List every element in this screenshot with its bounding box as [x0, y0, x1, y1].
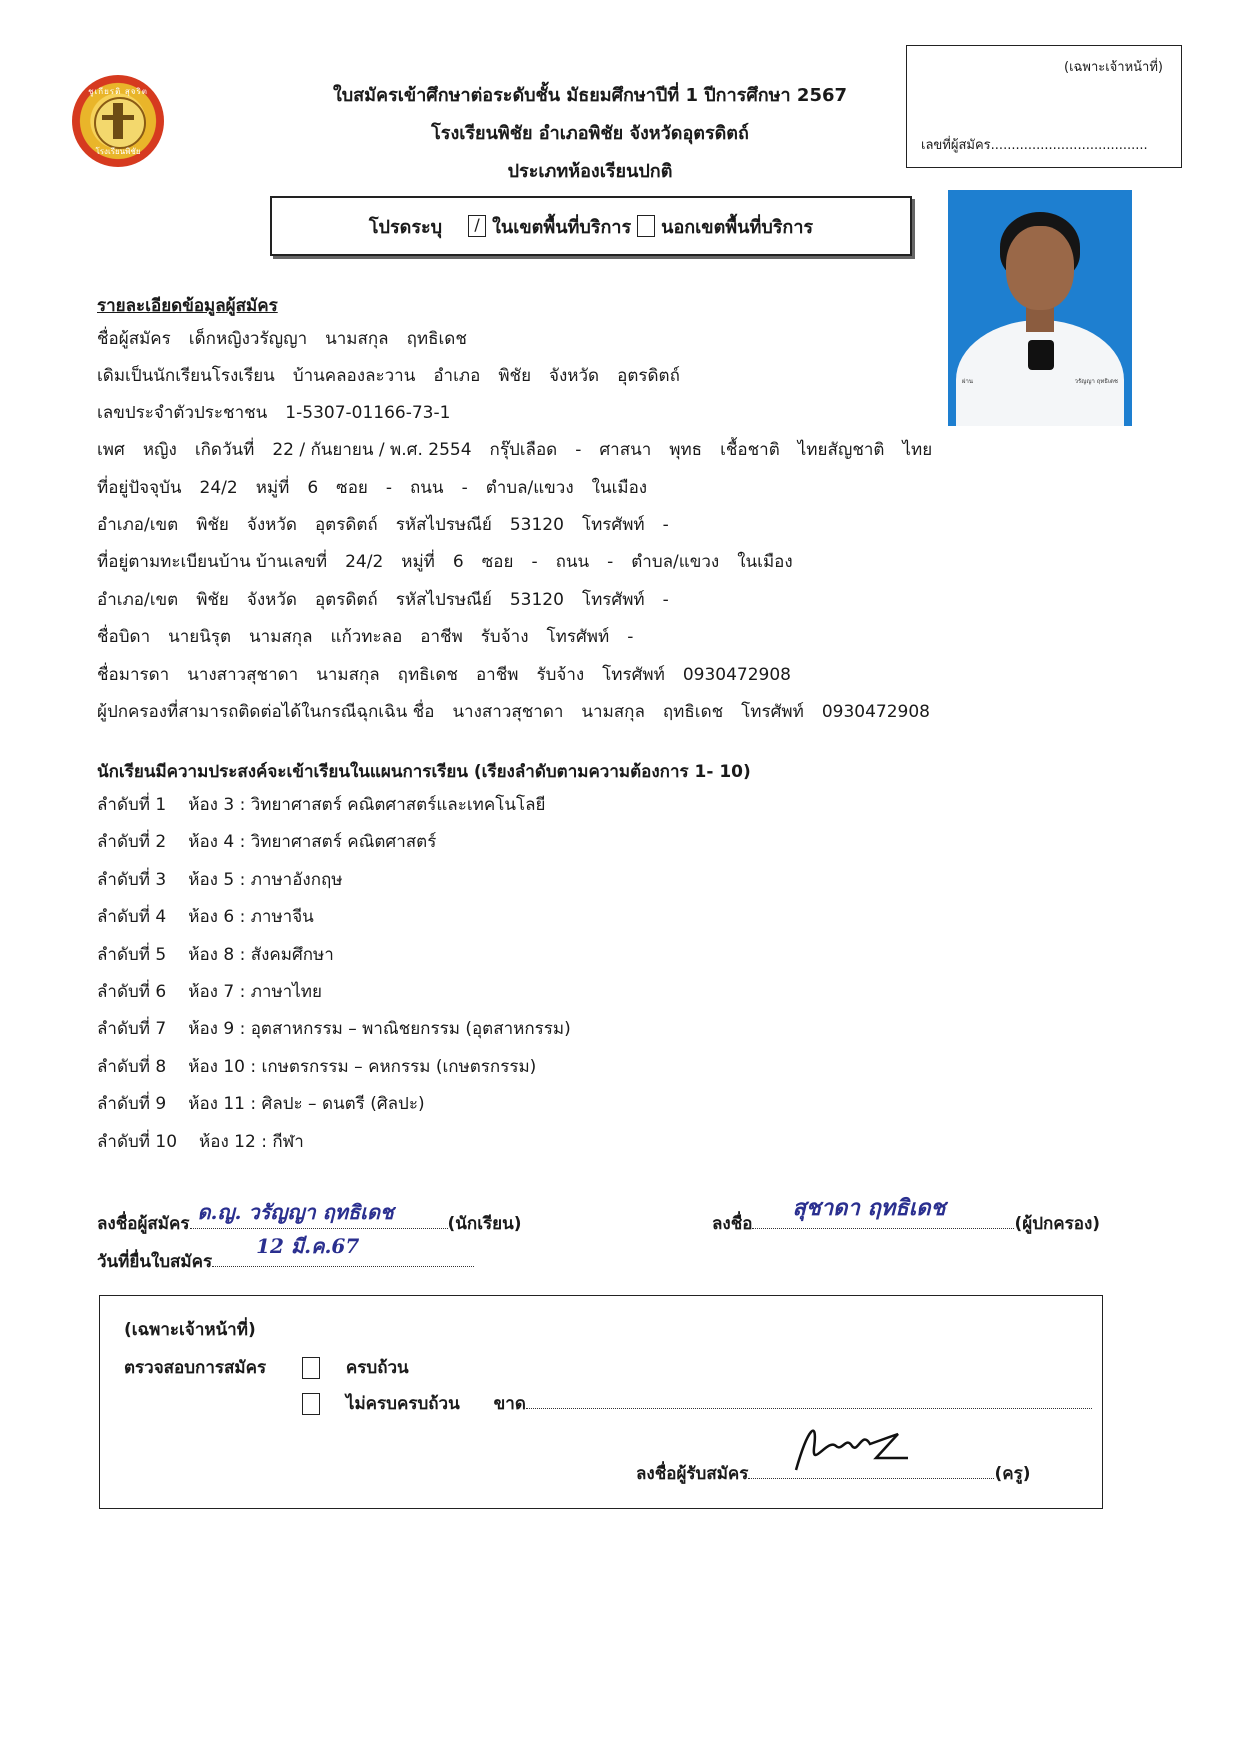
detail-field-label: อาชีพ	[420, 627, 463, 647]
detail-field-label: ที่อยู่ปัจจุบัน	[97, 478, 182, 498]
detail-line	[97, 626, 651, 648]
detail-field-value: 53120	[509, 515, 564, 535]
guardian-signature-row	[712, 1195, 1101, 1237]
detail-line	[97, 365, 698, 387]
date-line[interactable]	[212, 1234, 474, 1267]
detail-field-label: นามสกุล	[316, 665, 380, 685]
detail-field-label: โทรศัพท์	[602, 665, 665, 685]
detail-field-label: ผู้ปกครองที่สามารถติดต่อได้ในกรณีฉุกเฉิน ชื่อ	[97, 702, 435, 722]
detail-field-value: ฤทธิเดช	[662, 702, 724, 722]
receiver-label: ลงชื่อผู้รับสมัคร	[636, 1464, 749, 1484]
receiver-signature-line[interactable]	[748, 1456, 994, 1479]
detail-field-value: ในเมือง	[737, 552, 793, 572]
detail-field-label: นามสกุล	[249, 627, 313, 647]
detail-field-label: เดิมเป็นนักเรียนโรงเรียน	[97, 366, 275, 386]
guardian-sign-label: ลงชื่อ	[712, 1214, 753, 1234]
detail-field-value: -	[627, 627, 634, 647]
detail-field-value: นายนิรุต	[168, 627, 232, 647]
detail-line	[97, 402, 468, 424]
applicant-signature-line[interactable]	[190, 1200, 448, 1229]
detail-field-label: ชื่อบิดา	[97, 627, 151, 647]
receiver-row	[636, 1456, 1030, 1487]
detail-line	[97, 477, 665, 499]
plan-item	[97, 906, 332, 928]
detail-field-value: ฤทธิเดช	[406, 329, 467, 349]
detail-field-value: 0930472908	[682, 665, 792, 685]
detail-line	[97, 439, 950, 461]
detail-field-value: นางสาวสุชาดา	[452, 702, 564, 722]
detail-field-label: ไทย	[902, 440, 933, 460]
incomplete-label: ไม่ครบครบถ้วน	[345, 1394, 460, 1414]
applicant-sign-label: ลงชื่อผู้สมัคร	[97, 1214, 190, 1234]
plan-room: ห้อง 5 : ภาษาอังกฤษ	[188, 869, 343, 890]
guardian-signature: สุชาดา ฤทธิเดช	[792, 1195, 946, 1221]
detail-field-label: ถนน	[410, 478, 444, 498]
detail-field-label: จังหวัด	[246, 590, 297, 610]
detail-line	[97, 551, 811, 573]
detail-field-label: นามสกุล	[581, 702, 645, 722]
detail-field-label: โทรศัพท์	[741, 702, 804, 722]
plan-room: ห้อง 11 : ศิลปะ – ดนตรี (ศิลปะ)	[188, 1094, 425, 1115]
staff-only-box	[906, 45, 1182, 168]
details-heading: รายละเอียดข้อมูลผู้สมัคร	[97, 296, 278, 316]
form-title: ใบสมัครเข้าศึกษาต่อระดับชั้น มัธยมศึกษาปีที่ 1 ปีการศึกษา 2567	[332, 85, 848, 106]
detail-field-value: รับจ้าง	[480, 627, 529, 647]
detail-field-value: 53120	[509, 590, 564, 610]
detail-field-label: อำเภอ/เขต	[97, 590, 179, 610]
emblem-bar	[102, 115, 134, 120]
detail-field-label: เลขประจำตัวประชาชน	[97, 403, 268, 423]
plan-room: ห้อง 12 : กีฬา	[199, 1131, 304, 1152]
emblem-motto: ชูเกียรติ สุจริต	[88, 87, 148, 96]
plan-heading: นักเรียนมีความประสงค์จะเข้าเรียนในแผนการเรียน (เรียงลำดับตามความต้องการ 1- 10)	[97, 762, 751, 782]
date-value: 12 มี.ค.67	[256, 1234, 360, 1258]
plan-rank: ลำดับที่ 4	[97, 907, 167, 928]
detail-field-value: 6	[452, 552, 464, 572]
emblem-staff	[113, 103, 123, 139]
detail-field-label: ศาสนา	[599, 440, 652, 460]
detail-field-value: 22 / กันยายน / พ.ศ. 2554	[272, 440, 472, 460]
school-line: โรงเรียนพิชัย อำเภอพิชัย จังหวัดอุตรดิตถ์	[431, 123, 749, 144]
receiver-role: (ครู)	[994, 1464, 1031, 1484]
check-label: ตรวจสอบการสมัคร	[124, 1358, 267, 1378]
specify-label: โปรดระบุ	[368, 216, 443, 238]
incomplete-row	[302, 1390, 1092, 1417]
detail-field-value: ในเมือง	[591, 478, 648, 498]
detail-field-value: นางสาวสุชาดา	[187, 665, 299, 685]
complete-row	[302, 1354, 409, 1381]
plan-item	[97, 869, 361, 891]
plan-room: ห้อง 7 : ภาษาไทย	[188, 982, 322, 1002]
detail-field-value: ฤทธิเดช	[397, 665, 458, 685]
detail-field-label: โทรศัพท์	[581, 515, 645, 535]
detail-field-label: นามสกุล	[325, 329, 389, 349]
plan-item	[97, 944, 352, 966]
detail-field-label: ตำบล/แขวง	[485, 478, 574, 498]
school-emblem-icon	[72, 75, 164, 167]
detail-field-value: บ้านคลองละวาน	[292, 366, 416, 386]
detail-field-value: -	[662, 515, 669, 535]
detail-line	[97, 514, 687, 536]
photo-caption-right: วรัญญา ฤทธิเดช	[1074, 378, 1118, 385]
photo-tie	[1028, 340, 1054, 370]
plan-item	[97, 794, 563, 816]
detail-field-value: 24/2	[199, 478, 238, 498]
detail-field-label: จังหวัด	[549, 366, 600, 386]
plan-room: ห้อง 8 : สังคมศึกษา	[188, 944, 334, 965]
detail-line	[97, 589, 687, 611]
detail-field-label: ที่อยู่ตามทะเบียนบ้าน บ้านเลขที่	[97, 552, 328, 572]
out-area-label: นอกเขตพื้นที่บริการ	[661, 216, 814, 238]
plan-rank: ลำดับที่ 7	[97, 1019, 167, 1040]
date-label: วันที่ยื่นใบสมัคร	[97, 1252, 213, 1272]
photo-shirt	[956, 320, 1124, 426]
detail-field-label: จังหวัด	[246, 515, 297, 535]
detail-field-value: 6	[307, 478, 319, 498]
detail-field-value: 1-5307-01166-73-1	[285, 403, 451, 423]
plan-rank: ลำดับที่ 1	[97, 795, 167, 815]
detail-field-value: ไทยสัญชาติ	[797, 440, 885, 460]
service-area-box	[270, 196, 912, 256]
detail-line	[97, 328, 485, 350]
detail-field-value: -	[575, 440, 582, 460]
detail-field-value: หญิง	[142, 440, 177, 460]
detail-field-label: หมู่ที่	[255, 478, 290, 498]
plan-item	[97, 1093, 443, 1115]
detail-field-value: พิชัย	[498, 366, 532, 386]
plan-item	[97, 1131, 322, 1153]
detail-field-label: ชื่อมารดา	[97, 665, 170, 685]
detail-line	[97, 701, 948, 723]
detail-field-label: ซอย	[336, 478, 368, 498]
plan-rank: ลำดับที่ 8	[97, 1056, 167, 1077]
detail-field-label: เพศ	[97, 440, 125, 460]
plan-item	[97, 831, 454, 853]
missing-label: ขาด	[493, 1394, 526, 1414]
staff-only-header: (เฉพาะเจ้าหน้าที่)	[1064, 60, 1163, 75]
detail-field-label: โทรศัพท์	[546, 627, 610, 647]
plan-item	[97, 1056, 554, 1078]
detail-field-label: ถนน	[555, 552, 590, 572]
detail-field-value: พิชัย	[196, 590, 229, 610]
plan-rank: ลำดับที่ 2	[97, 832, 167, 853]
plan-item	[97, 1018, 589, 1040]
complete-label: ครบถ้วน	[345, 1358, 409, 1378]
photo-caption-left: ผ่าน	[962, 378, 973, 385]
detail-field-value: พุทธ	[669, 440, 703, 460]
classroom-type: ประเภทห้องเรียนปกติ	[507, 161, 673, 182]
detail-field-value: พิชัย	[196, 515, 229, 535]
detail-field-label: ซอย	[481, 552, 514, 572]
plan-rank: ลำดับที่ 3	[97, 869, 167, 890]
detail-field-label: อำเภอ/เขต	[97, 515, 179, 535]
emblem-school-name: โรงเรียนพิชัย	[95, 147, 141, 156]
out-area-checkbox[interactable]	[637, 215, 655, 237]
detail-field-value: -	[461, 478, 468, 498]
applicant-number-field[interactable]: เลขที่ผู้สมัคร......................................	[921, 138, 1148, 153]
detail-field-value: อุตรดิตถ์	[314, 515, 378, 535]
detail-field-label: กรุ๊ปเลือด	[489, 440, 558, 460]
detail-field-label: รหัสไปรษณีย์	[395, 590, 492, 610]
plan-room: ห้อง 10 : เกษตรกรรม – คหกรรม (เกษตรกรรม)	[188, 1056, 537, 1077]
date-row	[97, 1234, 474, 1275]
detail-field-value: -	[531, 552, 538, 572]
detail-field-label: เชื้อชาติ	[720, 440, 780, 460]
applicant-photo	[948, 190, 1132, 426]
plan-rank: ลำดับที่ 10	[97, 1131, 178, 1152]
plan-room: ห้อง 3 : วิทยาศาสตร์ คณิตศาสตร์และเทคโนโลยี	[188, 795, 546, 815]
detail-field-label: รหัสไปรษณีย์	[395, 515, 492, 535]
plan-room: ห้อง 4 : วิทยาศาสตร์ คณิตศาสตร์	[188, 832, 437, 853]
detail-field-label: ชื่อผู้สมัคร	[97, 329, 171, 349]
detail-field-label: หมู่ที่	[401, 552, 435, 572]
missing-line[interactable]	[526, 1390, 1092, 1409]
detail-field-value: 24/2	[345, 552, 384, 572]
detail-field-value: เด็กหญิงวรัญญา	[188, 329, 308, 349]
detail-field-label: ตำบล/แขวง	[631, 552, 720, 572]
plan-item	[97, 981, 340, 1003]
plan-room: ห้อง 9 : อุตสาหกรรม – พาณิชยกรรม (อุตสาหกรรม)	[188, 1019, 571, 1040]
receiver-signature-mark	[788, 1418, 918, 1478]
plan-room: ห้อง 6 : ภาษาจีน	[188, 907, 314, 928]
detail-field-value: แก้วทะลอ	[330, 627, 403, 647]
plan-rank: ลำดับที่ 6	[97, 982, 167, 1002]
incomplete-checkbox[interactable]	[302, 1393, 320, 1415]
detail-field-label: โทรศัพท์	[581, 590, 645, 610]
detail-field-value: 0930472908	[821, 702, 930, 722]
officer-box	[99, 1295, 1103, 1509]
detail-field-label: เกิดวันที่	[194, 440, 255, 460]
plan-rank: ลำดับที่ 9	[97, 1094, 167, 1115]
guardian-role: (ผู้ปกครอง)	[1014, 1214, 1101, 1234]
officer-header: (เฉพาะเจ้าหน้าที่)	[124, 1320, 256, 1340]
detail-field-value: อุตรดิตถ์	[314, 590, 378, 610]
detail-field-value: รับจ้าง	[536, 665, 585, 685]
guardian-signature-line[interactable]	[752, 1195, 1014, 1229]
applicant-role: (นักเรียน)	[447, 1214, 522, 1234]
applicant-signature: ด.ญ. วรัญญา ฤทธิเดช	[197, 1200, 394, 1224]
detail-field-value: -	[662, 590, 669, 610]
in-area-label: ในเขตพื้นที่บริการ	[492, 216, 632, 238]
detail-field-label: อาชีพ	[475, 665, 519, 685]
photo-face	[1006, 226, 1074, 310]
detail-field-value: อุตรดิตถ์	[617, 366, 680, 386]
complete-checkbox[interactable]	[302, 1357, 320, 1379]
detail-field-label: อำเภอ	[433, 366, 481, 386]
detail-field-value: -	[385, 478, 393, 498]
plan-rank: ลำดับที่ 5	[97, 944, 167, 965]
in-area-checkbox[interactable]: /	[468, 215, 486, 237]
detail-field-value: -	[607, 552, 614, 572]
detail-line	[97, 664, 809, 686]
